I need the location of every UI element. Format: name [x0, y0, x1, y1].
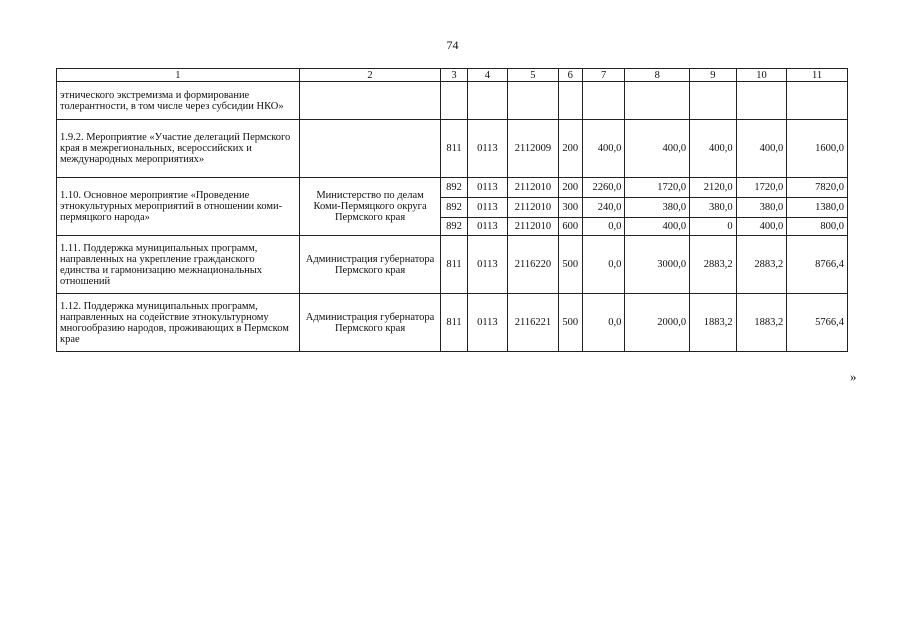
column-header: 6	[558, 69, 582, 82]
admin-code-cell: 811	[441, 236, 467, 294]
amount-cell: 1883,2	[690, 294, 737, 352]
amount-cell: 380,0	[690, 198, 737, 218]
amount-cell: 400,0	[736, 120, 787, 178]
admin-code-cell: 811	[441, 294, 467, 352]
total-cell: 1600,0	[787, 120, 848, 178]
column-header: 8	[625, 69, 690, 82]
amount-cell: 380,0	[736, 198, 787, 218]
total-cell: 5766,4	[787, 294, 848, 352]
page-number: 74	[446, 38, 459, 52]
amount-cell: 2000,0	[625, 294, 690, 352]
measure-description: 1.12. Поддержка муниципальных программ, направленных на содействие этнокультурному многообразию народов, проживающих в Пермском крае	[57, 294, 300, 352]
target-code-cell: 2116221	[508, 294, 559, 352]
target-code-cell: 2112010	[508, 218, 559, 236]
header-row	[57, 69, 848, 82]
section-code-cell: 0113	[467, 198, 507, 218]
amount-cell: 0,0	[582, 218, 624, 236]
measure-description: этнического экстремизма и формирование толерантности, в том числе через субсидии НКО»	[57, 82, 300, 120]
table-cell	[508, 82, 559, 120]
amount-cell: 0,0	[582, 236, 624, 294]
admin-code-cell: 892	[441, 198, 467, 218]
column-header: 4	[467, 69, 507, 82]
total-cell: 1380,0	[787, 198, 848, 218]
amount-cell: 380,0	[625, 198, 690, 218]
amount-cell: 0,0	[582, 294, 624, 352]
admin-code-cell: 892	[441, 178, 467, 198]
amount-cell: 3000,0	[625, 236, 690, 294]
table-cell	[582, 82, 624, 120]
target-code-cell: 2112010	[508, 178, 559, 198]
executor-cell	[299, 120, 441, 178]
closing-quote-mark: »	[850, 369, 857, 384]
table-row	[57, 178, 848, 198]
amount-cell: 1720,0	[736, 178, 787, 198]
section-code-cell: 0113	[467, 120, 507, 178]
admin-code-cell: 892	[441, 218, 467, 236]
target-code-cell: 2112010	[508, 198, 559, 218]
target-code-cell: 2116220	[508, 236, 559, 294]
table-cell	[441, 82, 467, 120]
amount-cell: 400,0	[736, 218, 787, 236]
amount-cell: 400,0	[625, 120, 690, 178]
section-code-cell: 0113	[467, 294, 507, 352]
column-header: 7	[582, 69, 624, 82]
total-cell: 7820,0	[787, 178, 848, 198]
column-header: 2	[299, 69, 441, 82]
expense-type-cell: 500	[558, 294, 582, 352]
table-row	[57, 236, 848, 294]
measure-description: 1.10. Основное мероприятие «Проведение этнокультурных мероприятий в отношении коми-пермяцкого народа»	[57, 178, 300, 236]
column-header: 10	[736, 69, 787, 82]
table-cell	[736, 82, 787, 120]
column-header: 1	[57, 69, 300, 82]
budget-table	[56, 68, 848, 352]
table-row	[57, 294, 848, 352]
amount-cell: 400,0	[582, 120, 624, 178]
amount-cell: 400,0	[625, 218, 690, 236]
executor-cell: Администрация губернатора Пермского края	[299, 294, 441, 352]
measure-description: 1.9.2. Мероприятие «Участие делегаций Пермского края в межрегиональных, всероссийских и международных мероприятиях»	[57, 120, 300, 178]
expense-type-cell: 300	[558, 198, 582, 218]
table-cell	[625, 82, 690, 120]
column-header: 5	[508, 69, 559, 82]
table-cell	[787, 82, 848, 120]
amount-cell: 2120,0	[690, 178, 737, 198]
table-row	[57, 120, 848, 178]
section-code-cell: 0113	[467, 178, 507, 198]
expense-type-cell: 200	[558, 178, 582, 198]
executor-cell: Администрация губернатора Пермского края	[299, 236, 441, 294]
executor-cell: Министерство по делам Коми-Пермяцкого округа Пермского края	[299, 178, 441, 236]
column-header: 3	[441, 69, 467, 82]
total-cell: 800,0	[787, 218, 848, 236]
amount-cell: 2260,0	[582, 178, 624, 198]
table-cell	[558, 82, 582, 120]
amount-cell: 400,0	[690, 120, 737, 178]
expense-type-cell: 500	[558, 236, 582, 294]
measure-description: 1.11. Поддержка муниципальных программ, направленных на укрепление гражданского единства и гармонизацию межнациональных отношений	[57, 236, 300, 294]
table-cell	[467, 82, 507, 120]
section-code-cell: 0113	[467, 236, 507, 294]
executor-cell	[299, 82, 441, 120]
amount-cell: 0	[690, 218, 737, 236]
column-header: 9	[690, 69, 737, 82]
section-code-cell: 0113	[467, 218, 507, 236]
amount-cell: 1883,2	[736, 294, 787, 352]
amount-cell: 240,0	[582, 198, 624, 218]
expense-type-cell: 600	[558, 218, 582, 236]
amount-cell: 2883,2	[736, 236, 787, 294]
amount-cell: 2883,2	[690, 236, 737, 294]
table-row	[57, 82, 848, 120]
total-cell: 8766,4	[787, 236, 848, 294]
target-code-cell: 2112009	[508, 120, 559, 178]
expense-type-cell: 200	[558, 120, 582, 178]
amount-cell: 1720,0	[625, 178, 690, 198]
column-header: 11	[787, 69, 848, 82]
admin-code-cell: 811	[441, 120, 467, 178]
table-cell	[690, 82, 737, 120]
